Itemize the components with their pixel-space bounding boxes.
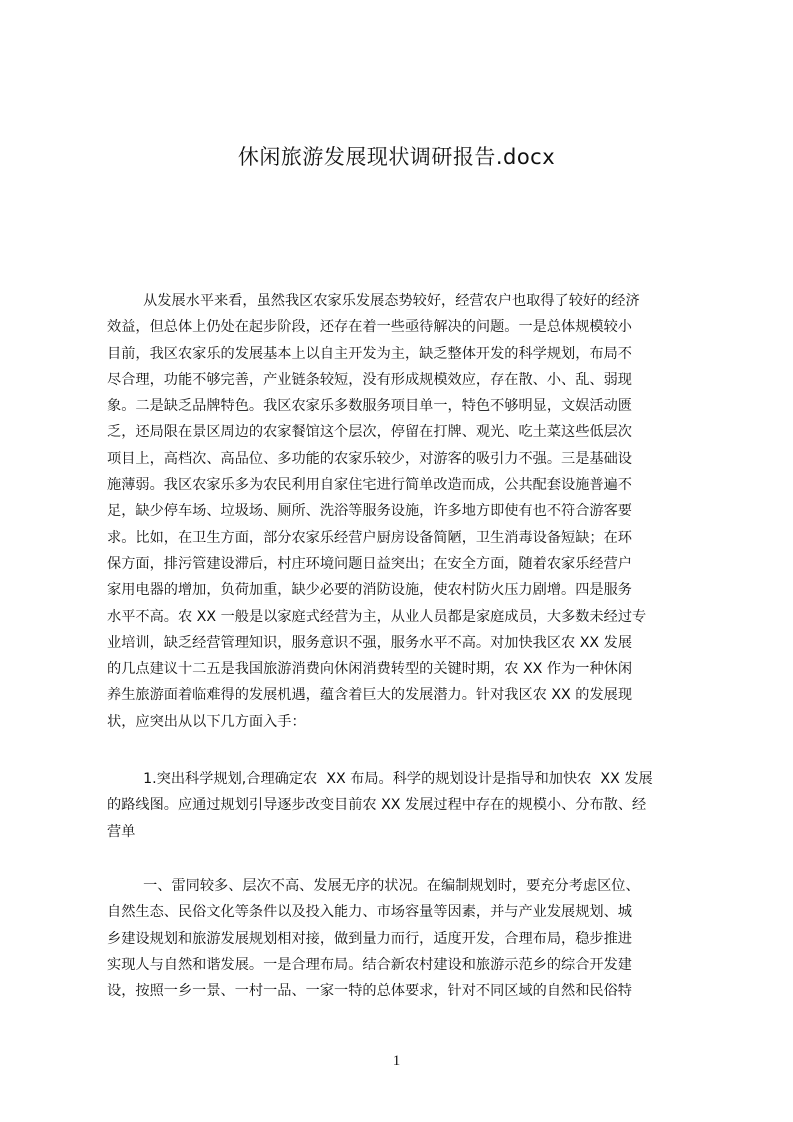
body-paragraph-1 — [107, 288, 697, 735]
page-number: 1 — [392, 1053, 401, 1069]
paragraph-text: 1.突出科学规划,合理确定农 XX 布局。科学的规划设计是指导和加快农 XX 发展 的路线图。应通过规划引导逐步改变目前农 XX 发展过程中存在的规模小、分布散、经 营单 — [107, 771, 653, 840]
body-paragraph-3 — [107, 873, 697, 1004]
paragraph-text: 一、雷同较多、层次不高、发展无序的状况。在编制规划时，要充分考虑区位、 自然生态、民俗文化等条件以及投入能力、市场容量等因素，并与产业发展规划、城 乡建设规划和旅游发展规划相对接，做到量力而行，适度开发，合理布局，稳步推进 实现人与自然和谐发展。一是合理布局。结合新农村建设和旅游示范乡的综合开发建 设，按照一乡一景、一村一品、一家一特的总体要求，针对不同区域的自然和民俗特 — [107, 878, 640, 1000]
body-paragraph-2 — [107, 766, 697, 845]
paragraph-text: 从发展水平来看，虽然我区农家乐发展态势较好，经营农户也取得了较好的经济 效益，但总体上仍处在起步阶段，还存在着一些亟待解决的问题。一是总体规模较小 目前，我区农家乐的发展基本上以自主开发为主，缺乏整体开发的科学规划，布局不 尽合理，功能不够完善，产业链条较短，没有形成规模效应，存在散、小、乱、弱现 象。二是缺乏品牌特色。我区农家乐多数服务项目单一，特色不够明显，文娱活动匮 乏，还局限在景区周边的农家餐馆这个层次，停留在打牌、观光、吃土菜这些低层次 项目上，高档次、高品位、多功能的农家乐较少，对游客的吸引力不强。三是基础设 施薄弱。我区农家乐多为农民利用自家住宅进行简单改造而成，公共配套设施普遍不 足，缺少停车场、垃圾场、厕所、洗浴等服务设施，许多地方即使有也不符合游客要 求。比如，在卫生方面，部分农家乐经营户厨房设备简陋，卫生消毒设备短缺；在环 保方面，排污管建设滞后，村庄环境问题日益突出；在安全方面，随着农家乐经营户 家用电器的增加，负荷加重，缺少必要的消防设施，使农村防火压力剧增。四是服务 水平不高。农 XX 一般是以家庭式经营为主，从业人员都是家庭成员，大多数未经过专 业培训，缺乏经营管理知识，服务意识不强，服务水平不高。对加快我区农 XX 发展 的几点建议十二五是我国旅游消费向休闲消费转型的关键时期，农 XX 作为一种休闲 养生旅游面着临难得的发展机遇，蕴含着巨大的发展潜力。针对我区农 XX 的发展现 状，应突出从以下几方面入手： — [107, 293, 647, 730]
document-title: 休闲旅游发展现状调研报告.docx — [237, 145, 556, 169]
